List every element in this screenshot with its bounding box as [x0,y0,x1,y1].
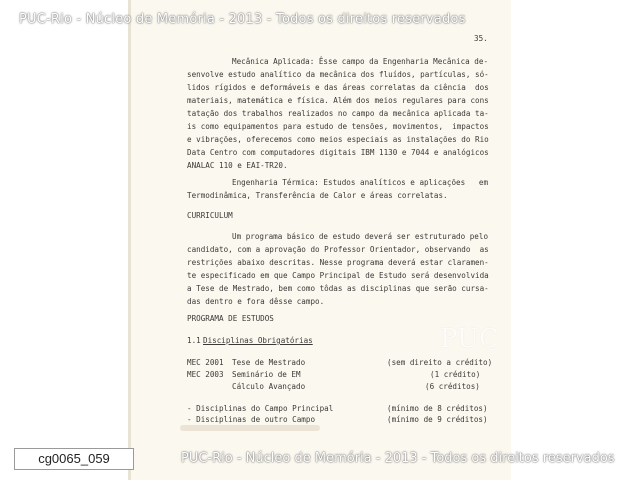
para3-line: restrições abaixo descritas. Nesse programa deverá estar claramen- [187,258,489,267]
course-name: Seminário de EM [232,370,301,379]
course-credits: (6 créditos) [425,382,480,391]
para1-line: lidos rígidos e deformáveis e das áreas correlatas da ciência dos [187,83,489,92]
elective-credits: (mínimo de 9 créditos) [387,415,488,424]
para2-line: Termodinâmica, Transferência de Calor e áreas correlatas. [187,191,448,200]
para3-line: das dentro e fora dêsse campo. [187,297,325,306]
programa-heading: PROGRAMA DE ESTUDOS [187,314,274,323]
course-name: Tese de Mestrado [232,358,306,367]
section-number: 1.1 [187,336,201,345]
para1-line: tatação dos trabalhos realizados no campo da mecânica aplicada ta- [187,109,489,118]
para1-line: is como equipamentos para estudo de tensões, movimentos, impactos [187,122,489,131]
course-credits: (1 crédito) [430,370,481,379]
course-code: MEC 2001 [187,358,224,367]
course-credits: (sem direito a crédito) [387,358,493,367]
seal-text: PUC [440,324,499,354]
para1-line: e vibrações, oferecemos como meios especiais as instalações do Rio [187,135,489,144]
para3-line: te especificado em que Campo Principal de Estudo será desenvolvida [187,271,489,280]
para1-line: Data Centro com computadores digitais IBM 1130 e 7044 e analógicos [187,148,489,157]
para3-line: Um programa básico de estudo deverá ser estruturado pelo [232,232,489,241]
para1-line: Mecânica Aplicada: Êsse campo da Engenharia Mecânica de- [232,57,489,66]
para3-line: candidato, com a aprovação do Professor Orientador, observando as [187,245,489,254]
elective-credits: (mínimo de 8 créditos) [387,404,488,413]
para3-line: a Tese de Mestrado, bem como tôdas as disciplinas que serão cursa- [187,284,489,293]
right-margin [511,0,640,480]
watermark-bottom: PUC-Rio - Núcleo de Memória - 2013 - Todos os direitos reservados [181,451,615,466]
course-code: MEC 2003 [187,370,224,379]
course-name: Cálculo Avançado [232,382,306,391]
para1-line: ANALAC 110 e EAI-TR20. [187,161,288,170]
section-title: Disciplinas Obrigatórias [203,336,313,345]
elective-name: - Disciplinas do Campo Principal [187,404,334,413]
para2-line: Engenharia Térmica: Estudos analíticos e aplicações em [232,178,489,187]
image-id-label: cg0065_059 [14,448,134,470]
page-number: 35. [474,34,488,43]
watermark-top: PUC-Rio - Núcleo de Memória - 2013 - Todos os direitos reservados [19,12,466,27]
puc-seal-watermark [430,310,520,370]
ink-smudge [180,425,320,431]
para1-line: senvolve estudo analítico da mecânica dos fluídos, partículas, só- [187,70,489,79]
para1-line: materiais, matemática e física. Além dos meios regulares para cons [187,96,489,105]
curriculum-heading: CURRICULUM [187,211,233,220]
elective-name: - Disciplinas de outro Campo [187,415,316,424]
